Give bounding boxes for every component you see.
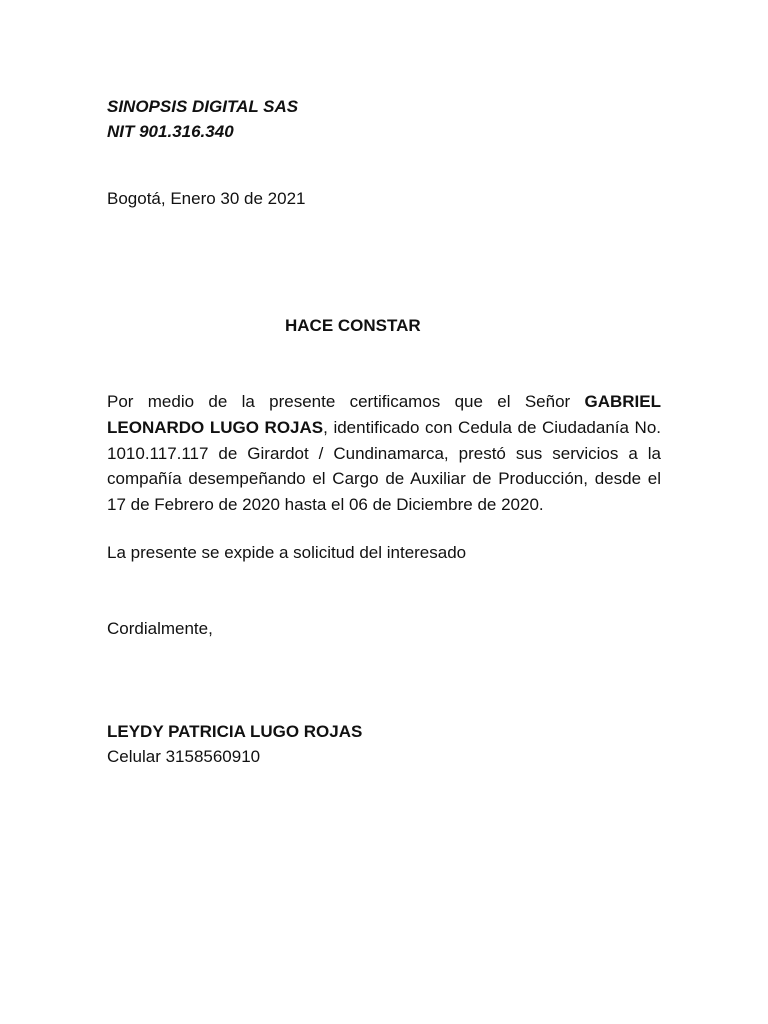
certification-paragraph: [107, 389, 661, 518]
paragraph-details: , identificado con Cedula de Ciudadanía No. 1010.117.117 de Girardot / Cundinamarca, prestó sus servicios a la compañía desempeñando el Cargo de Auxiliar de Producción, desde el 17 de Febrero de 2020 hasta el 06 de Diciembre de 2020.: [107, 417, 662, 515]
company-name: SINOPSIS DIGITAL SAS: [107, 97, 299, 116]
signer-phone: Celular 3158560910: [107, 747, 261, 766]
company-nit: NIT 901.316.340: [107, 122, 234, 141]
company-header: [107, 94, 298, 144]
letter-date: Bogotá, Enero 30 de 2021: [107, 189, 306, 208]
signer-name: LEYDY PATRICIA LUGO ROJAS: [107, 722, 363, 741]
issuance-note: La presente se expide a solicitud del interesado: [107, 543, 467, 562]
closing-salutation: Cordialmente,: [107, 619, 213, 638]
letter-title: HACE CONSTAR: [285, 316, 421, 335]
signature-block: [107, 719, 362, 769]
certified-person-name: GABRIEL LEONARDO LUGO ROJAS: [107, 392, 661, 437]
paragraph-intro: Por medio de la presente certificamos que el Señor: [107, 392, 585, 411]
